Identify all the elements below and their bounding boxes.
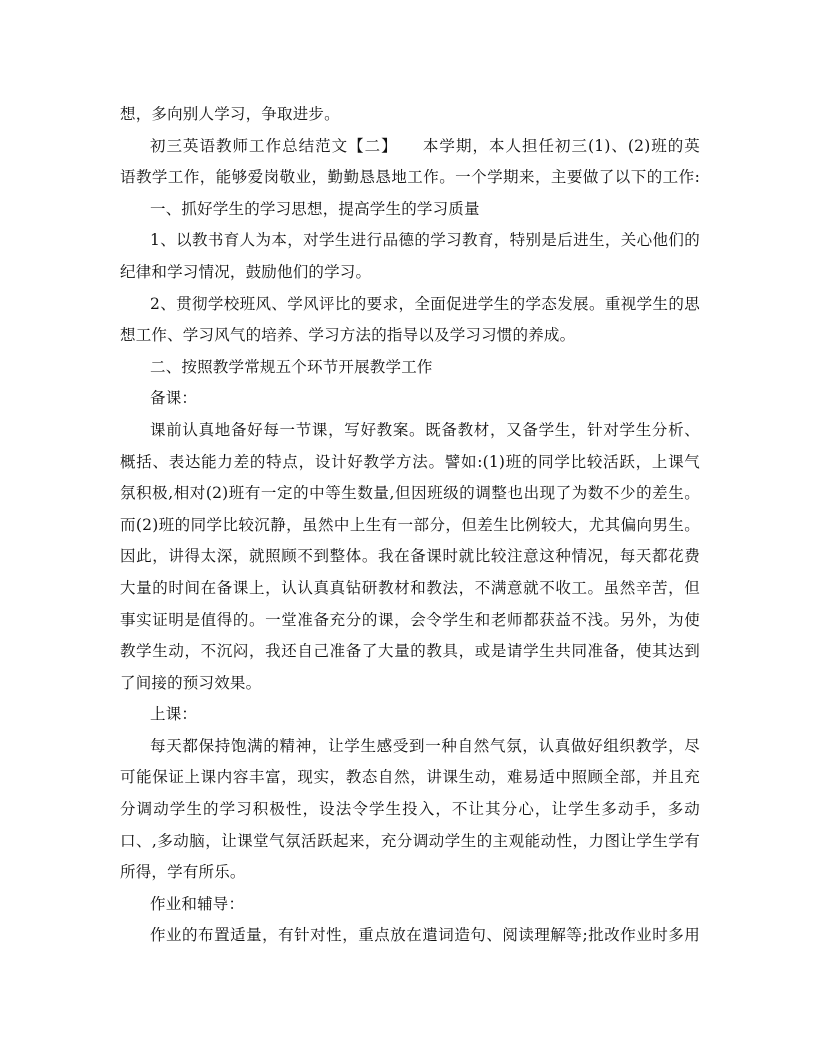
text-line: 课前认真地备好每一节课，写好教案。既备教材，又备学生，针对学生分析、	[150, 420, 700, 439]
text-line: 想工作、学习风气的培养、学习方法的指导以及学习习惯的养成。	[120, 326, 576, 345]
section-heading: 一、抓好学生的学习思想，提高学生的学习质量	[150, 199, 480, 218]
text-line: 语教学工作，能够爱岗敬业，勤勤恳恳地工作。一个学期来，主要做了以下的工作:	[120, 168, 700, 187]
text-line: 而(2)班的同学比较沉静，虽然中上生有一部分，但差生比例较大，尤其偏向男生。	[120, 515, 700, 534]
text-line: 纪律和学习情况，鼓励他们的学习。	[120, 262, 372, 281]
text-line: 初三英语教师工作总结范文【二】 本学期，本人担任初三(1)、(2)班的英	[150, 136, 700, 155]
text-line: 了间接的预习效果。	[120, 673, 262, 692]
text-line: 氛积极,相对(2)班有一定的中等生数量,但因班级的调整也出现了为数不少的差生。	[120, 484, 700, 503]
text-line: 可能保证上课内容丰富，现实，教态自然，讲课生动，难易适中照顾全部，并且充	[120, 768, 700, 787]
text-line: 2、贯彻学校班风、学风评比的要求，全面促进学生的学态发展。重视学生的思	[150, 294, 700, 313]
text-line: 事实证明是值得的。一堂准备充分的课，会令学生和老师都获益不浅。另外，为使	[120, 610, 700, 629]
subsection-heading: 作业和辅导：	[150, 894, 245, 913]
text-line: 分调动学生的学习积极性，设法令学生投入，不让其分心，让学生多动手，多动	[120, 800, 700, 819]
text-line: 作业的布置适量，有针对性，重点放在遣词造句、阅读理解等;批改作业时多用	[150, 926, 700, 945]
subsection-heading: 备课：	[150, 389, 198, 408]
subsection-heading: 上课：	[150, 705, 198, 724]
text-line: 概括、表达能力差的特点，设计好教学方法。譬如:(1)班的同学比较活跃，上课气	[120, 452, 700, 471]
text-line: 每天都保持饱满的精神，让学生感受到一种自然气氛，认真做好组织教学，尽	[150, 736, 700, 755]
text-line: 口、,多动脑，让课堂气氛活跃起来，充分调动学生的主观能动性，力图让学生学有	[120, 831, 700, 850]
text-line: 所得，学有所乐。	[120, 863, 246, 882]
text-line: 想，多向别人学习，争取进步。	[120, 105, 340, 123]
text-line: 教学生动，不沉闷，我还自己准备了大量的教具，或是请学生共同准备，使其达到	[120, 642, 700, 661]
section-heading: 二、按照教学常规五个环节开展教学工作	[150, 357, 433, 376]
document-body	[120, 99, 700, 952]
text-line: 因此，讲得太深，就照顾不到整体。我在备课时就比较注意这种情况，每天都花费	[120, 547, 700, 566]
text-line: 大量的时间在备课上，认认真真钻研教材和教法，不满意就不收工。虽然辛苦，但	[120, 578, 700, 597]
text-line: 1、以教书育人为本，对学生进行品德的学习教育，特别是后进生，关心他们的	[150, 231, 700, 250]
